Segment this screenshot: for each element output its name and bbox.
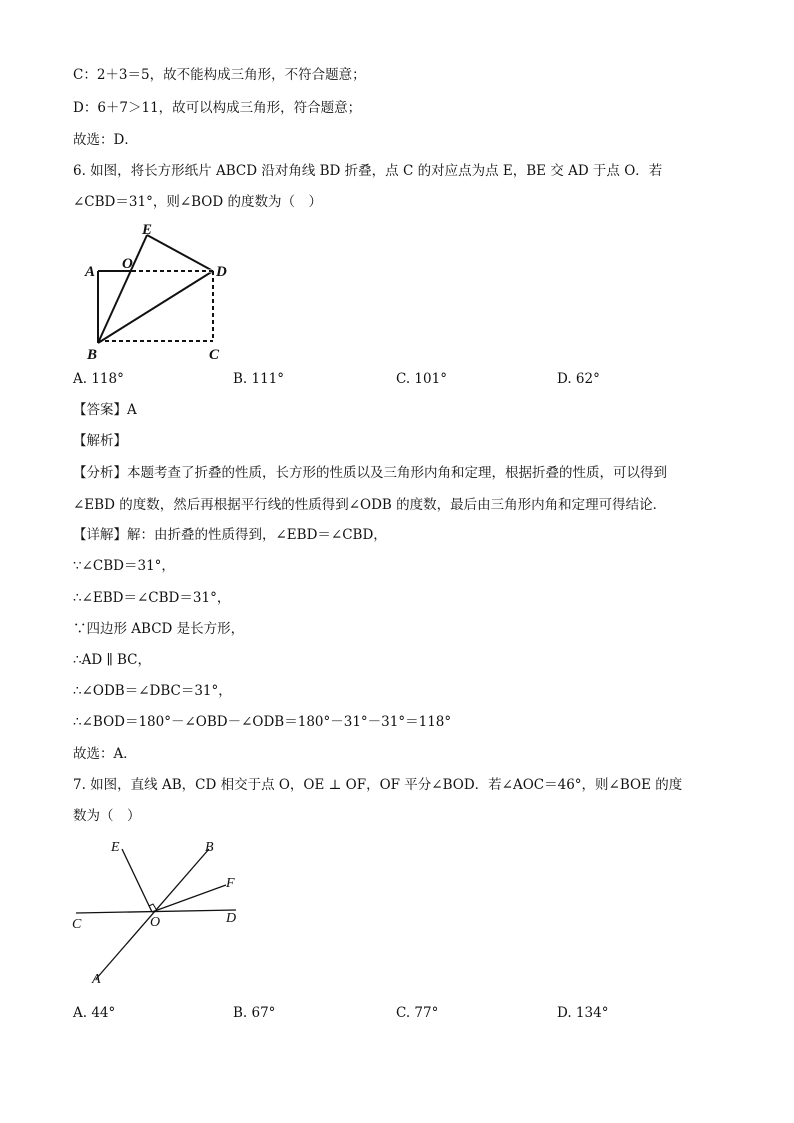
label-a: A — [92, 972, 101, 987]
q6-option-b: B. 111° — [233, 371, 285, 387]
q6-analysis-tag: 【解析】 — [73, 433, 127, 449]
line-ab — [96, 849, 209, 979]
q6-option-a: A. 118° — [73, 371, 124, 387]
q6-detail-line1: 【详解】解：由折叠的性质得到，∠EBD＝∠CBD， — [73, 527, 387, 543]
option-d-explanation: D：6＋7＞11，故可以构成三角形，符合题意； — [73, 100, 362, 116]
label-c: C — [72, 917, 82, 932]
q6-stem-line2: ∠CBD＝31°，则∠BOD 的度数为（ ） — [73, 194, 322, 210]
q7-option-b: B. 67° — [233, 1005, 276, 1021]
q6-stem-line1: 6. 如图，将长方形纸片 ABCD 沿对角线 BD 折叠，点 C 的对应点为点 E，BE 交 AD 于点 O．若 — [73, 163, 663, 179]
q7-figure — [66, 833, 256, 993]
q6-detail-line7: ∴∠BOD＝180°－∠OBD－∠ODB＝180°－31°－31°＝118° — [73, 714, 452, 730]
q6-detail-line4: ∵四边形 ABCD 是长方形， — [73, 621, 245, 637]
q7-stem-line2: 数为（ ） — [73, 808, 141, 824]
option-c-explanation: C：2＋3＝5，故不能构成三角形，不符合题意； — [73, 67, 366, 83]
q6-analysis-line2: ∠EBD 的度数，然后再根据平行线的性质得到∠ODB 的度数，最后由三角形内角和定理可得结论． — [73, 497, 667, 513]
q6-answer: 【答案】A — [73, 402, 137, 418]
q7-stem-line1: 7. 如图，直线 AB，CD 相交于点 O，OE ⊥ OF，OF 平分∠BOD．若∠AOC＝46°，则∠BOE 的度 — [73, 777, 683, 793]
label-a: A — [85, 264, 96, 280]
q7-option-d: D. 134° — [557, 1005, 609, 1021]
ray-oe — [122, 849, 152, 912]
q6-option-d: D. 62° — [557, 371, 600, 387]
q7-option-c: C. 77° — [396, 1005, 439, 1021]
segment-ed — [147, 235, 213, 271]
label-b: B — [87, 347, 98, 363]
q6-detail-line5: ∴AD ∥ BC， — [73, 652, 151, 668]
label-b: B — [205, 840, 214, 855]
q6-figure — [80, 220, 240, 365]
q6-detail-line3: ∴∠EBD＝∠CBD＝31°， — [73, 590, 231, 606]
label-e: E — [111, 840, 120, 855]
previous-answer: 故选：D． — [73, 132, 138, 148]
label-d: D — [216, 264, 227, 280]
ray-of — [152, 885, 226, 912]
label-o: O — [122, 256, 133, 272]
label-c: C — [209, 347, 220, 363]
q6-option-c: C. 101° — [396, 371, 447, 387]
q7-option-a: A. 44° — [73, 1005, 116, 1021]
q6-detail-line6: ∴∠ODB＝∠DBC＝31°， — [73, 683, 232, 699]
label-o: O — [150, 915, 161, 930]
label-d: D — [226, 911, 237, 926]
q6-detail-line2: ∵∠CBD＝31°， — [73, 558, 175, 574]
label-f: F — [226, 876, 235, 891]
label-e: E — [142, 222, 153, 238]
q6-final-answer: 故选：A． — [73, 746, 137, 762]
q6-analysis-line1: 【分析】本题考查了折叠的性质，长方形的性质以及三角形内角和定理，根据折叠的性质，可以得到 — [73, 465, 667, 481]
